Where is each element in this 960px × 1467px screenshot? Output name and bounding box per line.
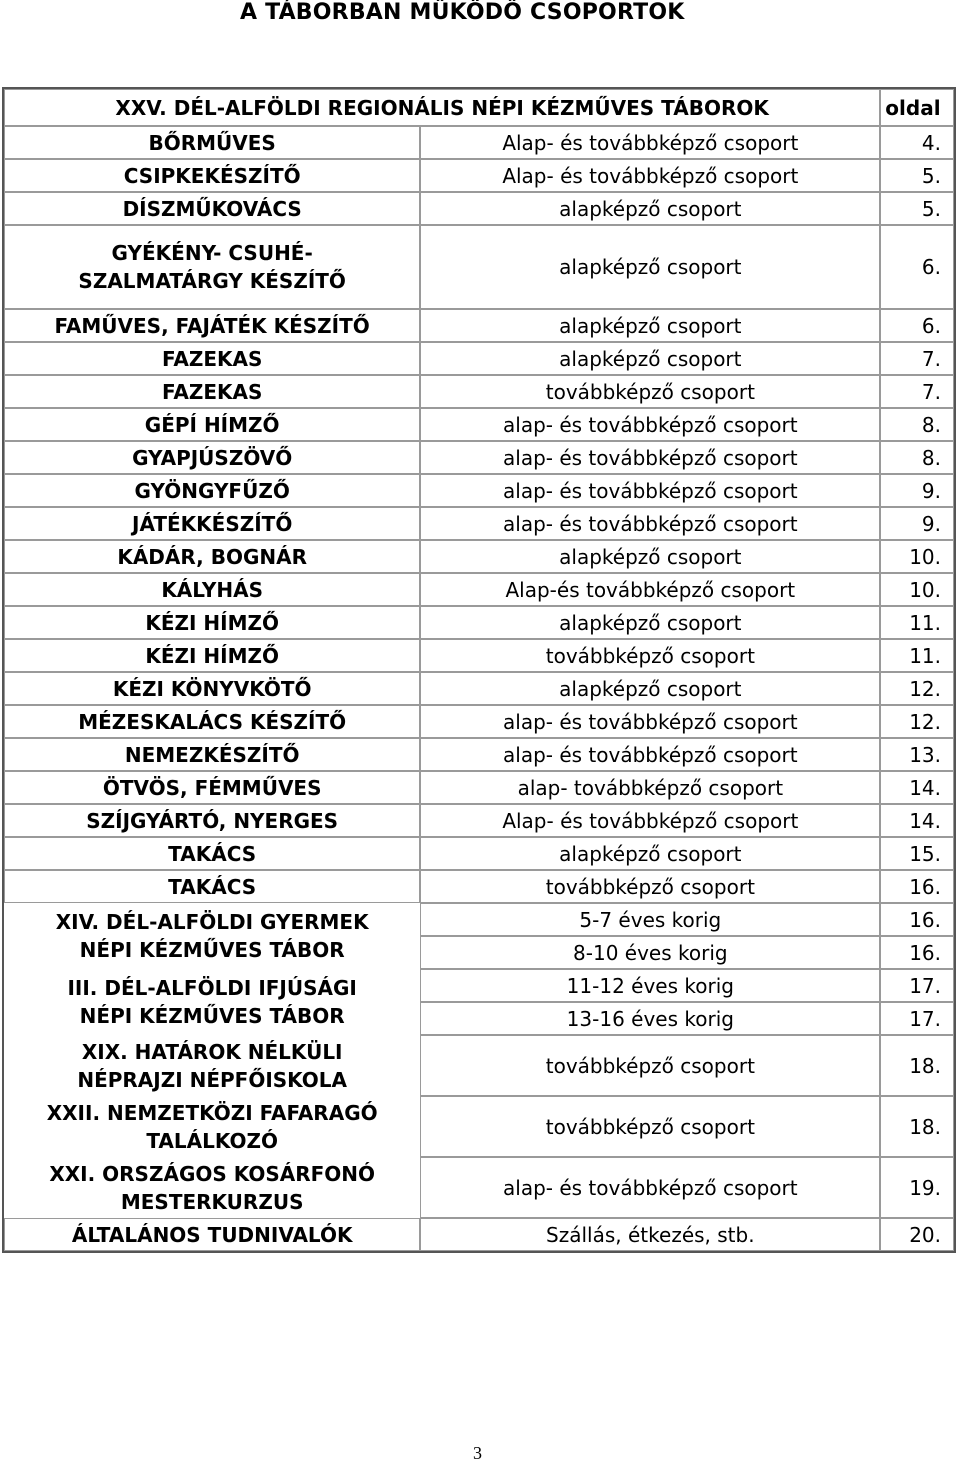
page-ref: 8.	[880, 408, 954, 441]
info-name: ÁLTALÁNOS TUDNIVALÓK	[4, 1218, 420, 1251]
table-row	[4, 870, 954, 903]
name-line-1: XIV. DÉL-ALFÖLDI GYERMEK	[55, 910, 369, 934]
page-ref: 19.	[880, 1157, 954, 1218]
page-ref: 6.	[880, 309, 954, 342]
page-ref: 15.	[880, 837, 954, 870]
page-ref: 14.	[880, 771, 954, 804]
name-line-1: XXII. NEMZETKÖZI FAFARAGÓ	[46, 1100, 378, 1125]
workshop-name: KÁLYHÁS	[4, 573, 420, 606]
group-type: alapképző csoport	[420, 672, 880, 705]
name-line-1: XXI. ORSZÁGOS KOSÁRFONÓ	[49, 1161, 376, 1186]
group-type: alap- és továbbképző csoport	[420, 474, 880, 507]
table-row	[4, 573, 954, 606]
camp-name	[4, 1157, 420, 1218]
group-type: alapképző csoport	[420, 225, 880, 309]
workshop-name: FAZEKAS	[4, 375, 420, 408]
workshop-name: NEMEZKÉSZÍTŐ	[4, 738, 420, 771]
workshop-name: SZÍJGYÁRTÓ, NYERGES	[4, 804, 420, 837]
group-type: alap- és továbbképző csoport	[420, 441, 880, 474]
table-row	[4, 192, 954, 225]
group-type: Szállás, étkezés, stb.	[420, 1218, 880, 1251]
workshop-name: KÉZI HÍMZŐ	[4, 639, 420, 672]
group-type: Alap- és továbbképző csoport	[420, 804, 880, 837]
table-row	[4, 738, 954, 771]
page-ref: 16.	[880, 903, 954, 936]
workshop-name: BŐRMŰVES	[4, 126, 420, 159]
toc-body	[4, 89, 954, 1251]
group-type: továbbképző csoport	[420, 375, 880, 408]
page-ref: 17.	[880, 1002, 954, 1035]
page-ref: 12.	[880, 672, 954, 705]
group-type: Alap- és továbbképző csoport	[420, 159, 880, 192]
page-ref: 18.	[880, 1035, 954, 1096]
page-ref: 16.	[880, 936, 954, 969]
table-row	[4, 441, 954, 474]
page-ref: 20.	[880, 1218, 954, 1251]
table-row	[4, 540, 954, 573]
camp-title: XXV. DÉL-ALFÖLDI REGIONÁLIS NÉPI KÉZMŰVES TÁBOROK	[4, 89, 880, 126]
name-line-1: GYÉKÉNY- CSUHÉ-	[111, 241, 313, 265]
page-ref: 11.	[880, 606, 954, 639]
name-line-2: NÉPRAJZI NÉPFŐISKOLA	[77, 1067, 348, 1092]
name-line-2: TALÁLKOZÓ	[146, 1128, 278, 1153]
camp-name	[4, 903, 420, 969]
table-row	[4, 507, 954, 540]
camp-name	[4, 1096, 420, 1157]
group-type: Alap- és továbbképző csoport	[420, 126, 880, 159]
table-row	[4, 159, 954, 192]
workshop-name: TAKÁCS	[4, 837, 420, 870]
table-row	[4, 309, 954, 342]
page-ref: 7.	[880, 342, 954, 375]
page-ref: 11.	[880, 639, 954, 672]
table-row	[4, 225, 954, 309]
name-line-2: SZALMATÁRGY KÉSZÍTŐ	[78, 269, 346, 293]
workshop-name: FAMŰVES, FAJÁTÉK KÉSZÍTŐ	[4, 309, 420, 342]
page-ref: 16.	[880, 870, 954, 903]
page-ref: 18.	[880, 1096, 954, 1157]
workshop-name: KÁDÁR, BOGNÁR	[4, 540, 420, 573]
workshop-name: GYÖNGYFŰZŐ	[4, 474, 420, 507]
table-row	[4, 606, 954, 639]
group-type: alapképző csoport	[420, 309, 880, 342]
table-row	[4, 1157, 954, 1218]
camp-name	[4, 1035, 420, 1096]
group-type: alapképző csoport	[420, 837, 880, 870]
page-ref: 17.	[880, 969, 954, 1002]
table-row	[4, 771, 954, 804]
group-type: továbbképző csoport	[420, 639, 880, 672]
group-type: alap- és továbbképző csoport	[420, 408, 880, 441]
group-type: alap- és továbbképző csoport	[420, 507, 880, 540]
group-type: 5-7 éves korig	[420, 903, 880, 936]
table-row	[4, 342, 954, 375]
workshop-name: TAKÁCS	[4, 870, 420, 903]
page-ref: 6.	[880, 225, 954, 309]
table-row	[4, 837, 954, 870]
workshop-name: DÍSZMŰKOVÁCS	[4, 192, 420, 225]
page-ref: 4.	[880, 126, 954, 159]
page-column-header: oldal	[880, 89, 954, 126]
group-type: 8-10 éves korig	[420, 936, 880, 969]
toc-table	[2, 87, 956, 1253]
group-type: továbbképző csoport	[420, 1096, 880, 1157]
page-ref: 13.	[880, 738, 954, 771]
page-ref: 9.	[880, 474, 954, 507]
workshop-name	[4, 225, 420, 309]
table-footer-row	[4, 1218, 954, 1251]
group-type: alapképző csoport	[420, 606, 880, 639]
name-line-1: XIX. HATÁROK NÉLKÜLI	[81, 1039, 343, 1064]
group-type: alapképző csoport	[420, 192, 880, 225]
group-type: alap- és továbbképző csoport	[420, 705, 880, 738]
page-ref: 12.	[880, 705, 954, 738]
workshop-name: GYAPJÚSZÖVŐ	[4, 441, 420, 474]
name-line-1: III. DÉL-ALFÖLDI IFJÚSÁGI	[67, 976, 357, 1000]
group-type: továbbképző csoport	[420, 1035, 880, 1096]
workshop-name: KÉZI KÖNYVKÖTŐ	[4, 672, 420, 705]
page-ref: 8.	[880, 441, 954, 474]
table-row	[4, 408, 954, 441]
page-title: A TÁBORBAN MŰKÖDŐ CSOPORTOK	[240, 0, 685, 25]
group-type: alap- és továbbképző csoport	[420, 1157, 880, 1218]
table-header-row	[4, 89, 954, 126]
page-ref: 14.	[880, 804, 954, 837]
table-row	[4, 375, 954, 408]
group-type: alap- továbbképző csoport	[420, 771, 880, 804]
page-number: 3	[473, 1443, 482, 1463]
group-type: továbbképző csoport	[420, 870, 880, 903]
table-row	[4, 672, 954, 705]
table-row	[4, 903, 954, 936]
workshop-name: ÖTVÖS, FÉMMŰVES	[4, 771, 420, 804]
group-type: 11-12 éves korig	[420, 969, 880, 1002]
name-line-2: NÉPI KÉZMŰVES TÁBOR	[79, 1004, 345, 1028]
page-ref: 10.	[880, 540, 954, 573]
group-type: 13-16 éves korig	[420, 1002, 880, 1035]
table-row	[4, 639, 954, 672]
table-row	[4, 1096, 954, 1157]
page-ref: 7.	[880, 375, 954, 408]
page-ref: 10.	[880, 573, 954, 606]
workshop-name: KÉZI HÍMZŐ	[4, 606, 420, 639]
group-type: alapképző csoport	[420, 540, 880, 573]
page-ref: 5.	[880, 159, 954, 192]
page-ref: 5.	[880, 192, 954, 225]
table-row	[4, 969, 954, 1002]
table-row	[4, 1035, 954, 1096]
group-type: alap- és továbbképző csoport	[420, 738, 880, 771]
workshop-name: FAZEKAS	[4, 342, 420, 375]
camp-name	[4, 969, 420, 1035]
workshop-name: JÁTÉKKÉSZÍTŐ	[4, 507, 420, 540]
name-line-2: MESTERKURZUS	[120, 1189, 304, 1214]
page-ref: 9.	[880, 507, 954, 540]
group-type: Alap-és továbbképző csoport	[420, 573, 880, 606]
group-type: alapképző csoport	[420, 342, 880, 375]
table-row	[4, 474, 954, 507]
table-row	[4, 126, 954, 159]
name-line-2: NÉPI KÉZMŰVES TÁBOR	[79, 938, 345, 962]
table-row	[4, 804, 954, 837]
table-row	[4, 705, 954, 738]
workshop-name: GÉPÍ HÍMZŐ	[4, 408, 420, 441]
workshop-name: CSIPKEKÉSZÍTŐ	[4, 159, 420, 192]
workshop-name: MÉZESKALÁCS KÉSZÍTŐ	[4, 705, 420, 738]
